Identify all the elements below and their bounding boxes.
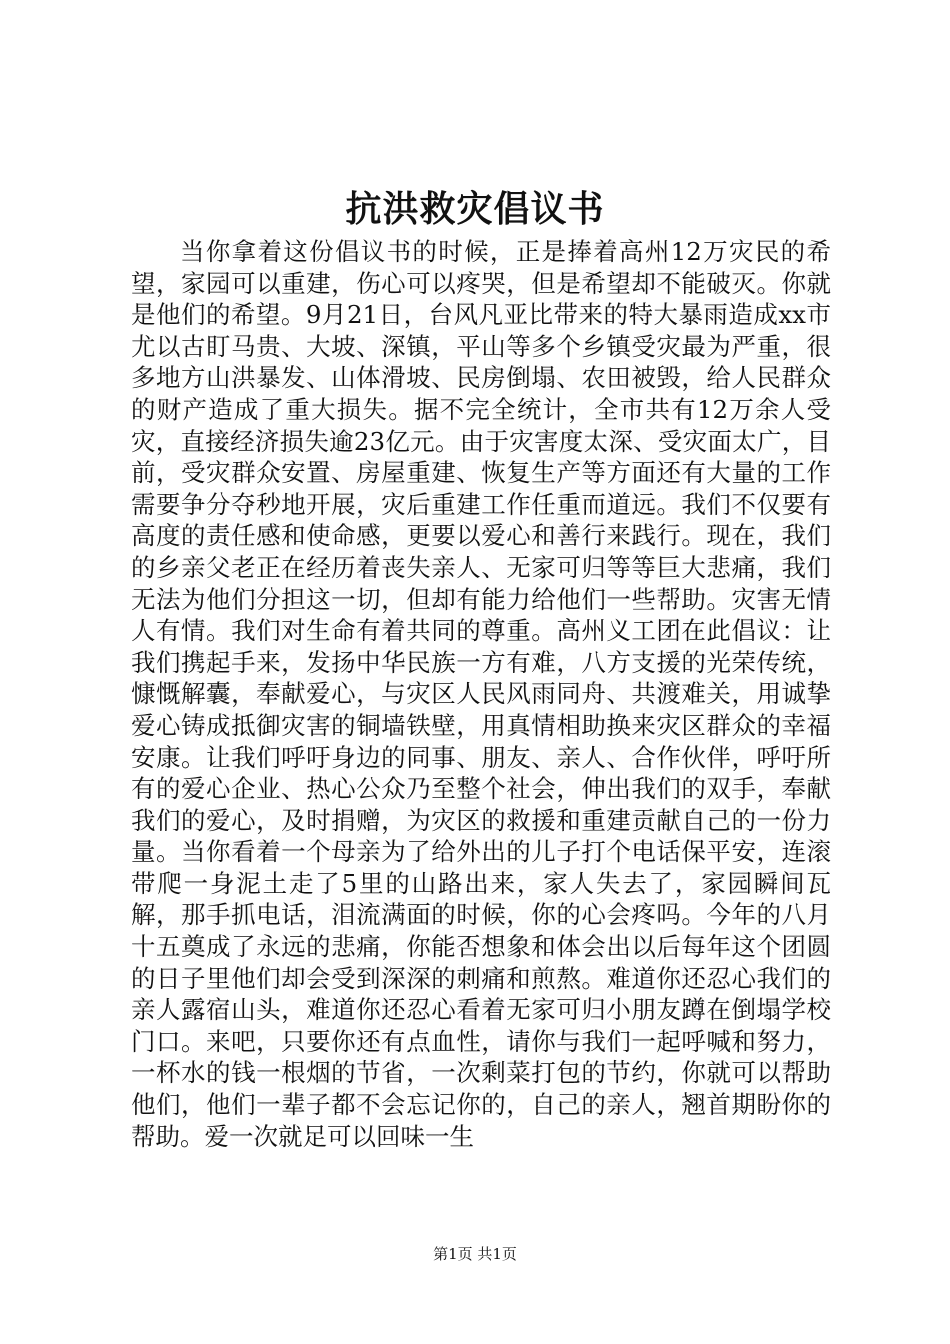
page-footer: 第1页 共1页 (433, 1245, 517, 1263)
document-body-paragraph: 当你拿着这份倡议书的时候，正是捧着高州12万灾民的希望，家园可以重建，伤心可以疼哭，但是希望却不能破灭。你就是他们的希望。9月21日，台风凡亚比带来的特大暴雨造成xx市尤以古盯马贵、大坡、深镇，平山等多个乡镇受灾最为严重，很多地方山洪暴发、山体滑坡、民房倒塌、农田被毁，给人民群众的财产造成了重大损失。据不完全统计，全市共有12万余人受灾，直接经济损失逾23亿元。由于灾害度太深、受灾面太广，目前，受灾群众安置、房屋重建、恢复生产等方面还有大量的工作需要争分夺秒地开展，灾后重建工作任重而道远。我们不仅要有高度的责任感和使命感，更要以爱心和善行来践行。现在，我们的乡亲父老正在经历着丧失亲人、无家可归等等巨大悲痛，我们无法为他们分担这一切，但却有能力给他们一些帮助。灾害无情人有情。我们对生命有着共同的尊重。高州义工团在此倡议：让我们携起手来，发扬中华民族一方有难，八方支援的光荣传统，慷慨解囊，奉献爱心，与灾区人民风雨同舟、共渡难关，用诚挚爱心铸成抵御灾害的铜墙铁壁，用真情相助换来灾区群众的幸福安康。让我们呼吁身边的同事、朋友、亲人、合作伙伴，呼吁所有的爱心企业、热心公众乃至整个社会，伸出我们的双手，奉献我们的爱心，及时捐赠，为灾区的救援和重建贡献自己的一份力量。当你看着一个母亲为了给外出的儿子打个电话保平安，连滚带爬一身泥土走了5里的山路出来，家人失去了，家园瞬间瓦解，那手抓电话，泪流满面的时候，你的心会疼吗。今年的八月十五奠成了永远的悲痛，你能否想象和体会出以后每年这个团圆的日子里他们却会受到深深的刺痛和煎熬。难道你还忍心我们的亲人露宿山头，难道你还忍心看着无家可归小朋友蹲在倒塌学校门口。来吧，只要你还有点血性，请你与我们一起呼喊和努力，一杯水的钱一根烟的节省，一次剩菜打包的节约，你就可以帮助他们，他们一辈子都不会忘记你的，自己的亲人，翘首期盼你的帮助。爱一次就足可以回味一生 (131, 237, 831, 1151)
document-title: 抗洪救灾倡议书 (345, 188, 605, 230)
